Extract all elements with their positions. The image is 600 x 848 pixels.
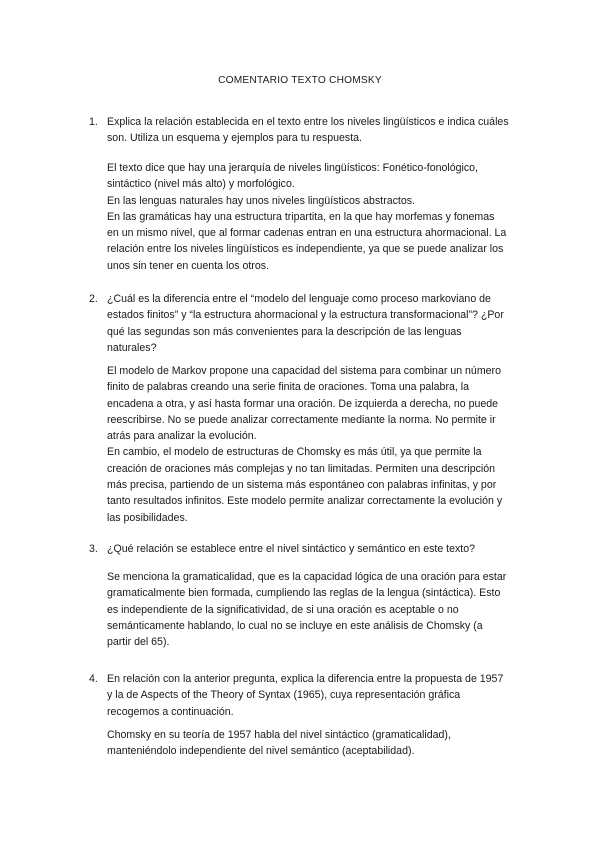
answer-2 [107, 363, 509, 526]
answer-paragraph: Se menciona la gramaticalidad, que es la capacidad lógica de una oración para estar gramaticalmente bien formada, cumpliendo las reglas de la lengua (sintáctica). Esto es independiente de la significatividad, de si una oración es aceptable o no semánticamente hablando, lo cual no se incluye en este análisis de Chomsky (a partir del 65). [107, 571, 507, 649]
question-text: ¿Cuál es la diferencia entre el “modelo del lenguaje como proceso markoviano de estados finitos” y “la estructura ahormacional y la estructura transformacional”? ¿Por qué las segundas son más convenientes para la descripción de las lenguas naturales? [107, 293, 504, 354]
question-number: 4. [89, 673, 98, 685]
answer-paragraph: El modelo de Markov propone una capacidad del sistema para combinar un número finito de palabras creando una serie finita de oraciones. Toma una palabra, la encadena a otra, y así hasta formar una oración. De izquierda a derecha, no puede reescribirse. No se puede analizar correctamente mediante la norma. No permite ir atrás para analizar la evolución. [107, 365, 501, 443]
question-text: ¿Qué relación se establece entre el nivel sintáctico y semántico en este texto? [107, 543, 476, 555]
question-text: Explica la relación establecida en el texto entre los niveles lingüísticos e indica cuáles son. Utiliza un esquema y ejemplos para tu respuesta. [107, 116, 509, 145]
answer-paragraph: Chomsky en su teoría de 1957 habla del nivel sintáctico (gramaticalidad), manteniéndolo independiente del nivel semántico (aceptabilidad). [107, 729, 451, 758]
document-title: COMENTARIO TEXTO CHOMSKY [218, 75, 382, 86]
question-number: 1. [89, 116, 98, 128]
question-number: 2. [89, 293, 98, 305]
answer-1 [107, 160, 509, 274]
answer-3 [107, 569, 509, 650]
answer-paragraph: El texto dice que hay una jerarquía de niveles lingüísticos: Fonético-fonológico, sintáctico (nivel más alto) y morfológico. [107, 162, 479, 191]
question-text: En relación con la anterior pregunta, explica la diferencia entre la propuesta de 1957 y la de Aspects of the Theory of Syntax (1965), cuya representación gráfica recogemos a continuación. [107, 673, 504, 718]
answer-paragraph: En las lenguas naturales hay unos niveles lingüísticos abstractos. [107, 194, 415, 207]
question-number: 3. [89, 543, 98, 555]
answer-paragraph: En cambio, el modelo de estructuras de Chomsky es más útil, ya que permite la creación de oraciones más complejas y no tan limitadas. Permiten una descripción más precisa, partiendo de un sistema más espontáneo con palabras infinitas, y por tanto resultados infinitos. Este modelo permite analizar correctamente la evolución y las posibilidades. [107, 446, 503, 524]
answer-4 [107, 727, 509, 760]
answer-paragraph: En las gramáticas hay una estructura tripartita, en la que hay morfemas y fonemas en un mismo nivel, que al formar cadenas entran en una estructura ahormacional. La relación entre los niveles lingüísticos es independiente, ya que se puede analizar los unos sin tener en cuenta los otros. [107, 210, 507, 272]
